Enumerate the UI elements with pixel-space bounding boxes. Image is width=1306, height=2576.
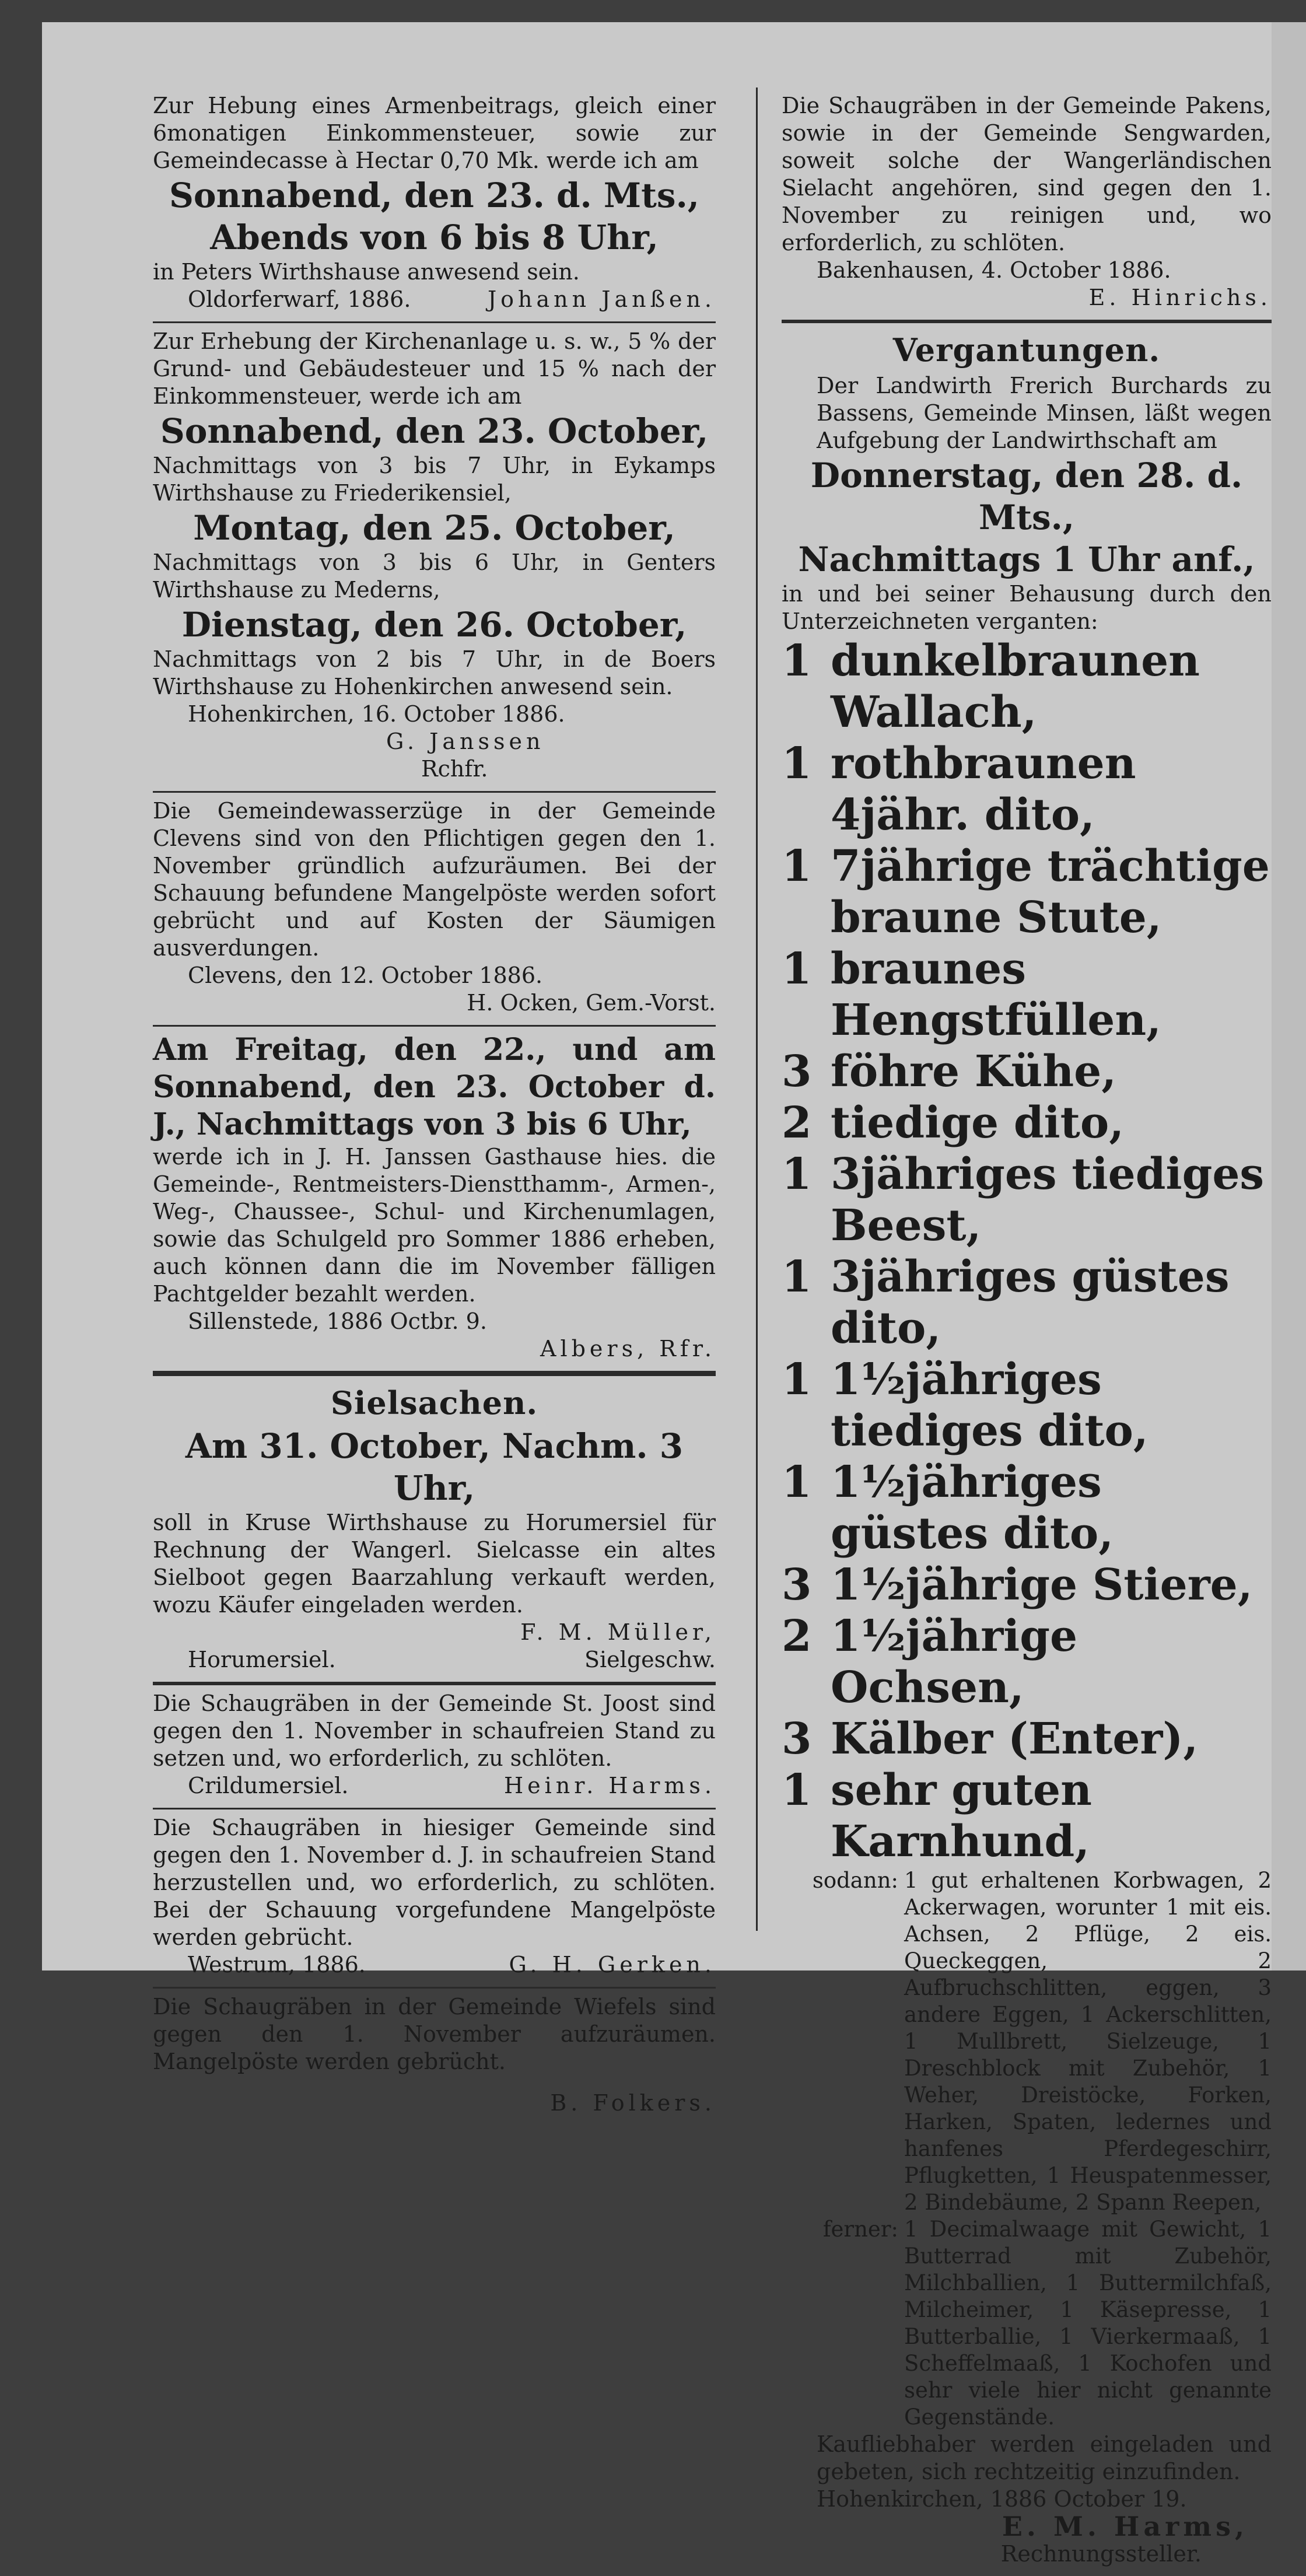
notice-location: in und bei seiner Behausung durch den Unterzeichneten verganten: xyxy=(782,581,1272,634)
notice-place: Oldorferwarf, 1886. xyxy=(188,286,411,312)
notice-kirchenanlage xyxy=(153,323,716,793)
notice-date-line: Donnerstag, den 28. d. Mts., xyxy=(810,456,1243,537)
auction-item-text: 3jähriges güstes dito, xyxy=(831,1252,1230,1353)
notice-time-line: Nachmittags 1 Uhr anf., xyxy=(798,540,1255,579)
notice-st-joost xyxy=(153,1685,716,1810)
notice-signature-title: Sielgeschw. xyxy=(584,1647,716,1672)
notice-signature-title: Rechnungssteller. xyxy=(1000,2541,1202,2567)
auction-item-quantity: 1 xyxy=(782,1457,812,1507)
notice-location: in Peters Wirthshause anwesend sein. xyxy=(153,259,580,285)
auction-item xyxy=(782,1611,1272,1713)
notice-place: Westrum, 1886. xyxy=(188,1952,366,1978)
auction-item-text: dunkelbraunen Wallach, xyxy=(831,636,1200,737)
notice-closing: Kaufliebhaber werden eingeladen und gebeten, sich rechtzeitig einzufinden. xyxy=(817,2431,1272,2484)
notice-place: Hohenkirchen, 1886 October 19. xyxy=(817,2486,1187,2512)
auction-item xyxy=(782,943,1272,1046)
auction-item-quantity: 3 xyxy=(782,1714,812,1764)
notice-vergantungen xyxy=(782,323,1272,2576)
notice-signature: E. Hinrichs. xyxy=(1088,285,1272,310)
auction-item-quantity: 1 xyxy=(782,1149,812,1199)
notice-text: Die Schaugräben in hiesiger Gemeinde sind gegen den 1. November d. J. in schaufreien Stand herzustellen und, wo erforderlich, zu schlöten. Bei der Schauung vorgefundene Mangelpöste werden gebrücht. xyxy=(153,1815,716,1950)
notice-signature: G. Janssen xyxy=(386,729,545,754)
notice-place: Clevens, den 12. October 1886. xyxy=(188,963,543,988)
notice-umlagen xyxy=(153,1027,716,1373)
notice-signature: E. M. Harms, xyxy=(1002,2511,1248,2542)
notice-day-text: Nachmittags von 3 bis 7 Uhr, in Eykamps Wirthshause zu Friederikensiel, xyxy=(153,453,716,506)
auction-item xyxy=(782,1097,1272,1149)
auction-item-quantity: 1 xyxy=(782,738,812,789)
auction-item-text: braunes Hengstfüllen, xyxy=(831,944,1161,1045)
notice-signature: Albers, Rfr. xyxy=(540,1336,716,1362)
notice-armenbeitrag xyxy=(153,88,716,323)
section-heading: Vergantungen. xyxy=(892,331,1161,369)
notice-place: Horumersiel. xyxy=(188,1647,336,1672)
notice-place: Sillenstede, 1886 Octbr. 9. xyxy=(188,1308,487,1334)
notice-signature: B. Folkers. xyxy=(550,2090,716,2116)
list-label: sodann: xyxy=(812,1868,898,1893)
left-column xyxy=(153,88,716,2125)
auction-item xyxy=(782,738,1272,841)
notice-signature: H. Ocken, Gem.-Vorst. xyxy=(467,990,716,1016)
notice-signature: Johann Janßen. xyxy=(487,286,716,312)
notice-text: Die Schaugräben in der Gemeinde Wiefels sind gegen den 1. November aufzuräumen. Mangelpöste werden gebrücht. xyxy=(153,1994,716,2074)
auction-item-quantity: 1 xyxy=(782,1252,812,1302)
notice-time-line: Abends von 6 bis 8 Uhr, xyxy=(210,218,659,257)
auction-item-text: tiedige dito, xyxy=(831,1098,1124,1148)
notice-day: Sonnabend, den 23. October, xyxy=(160,411,709,451)
notice-signature: F. M. Müller, xyxy=(520,1619,716,1645)
notice-intro: Zur Hebung eines Armenbeitrags, gleich einer 6monatigen Einkommensteuer, sowie zur Gemeindecasse à Hectar 0,70 Mk. werde ich am xyxy=(153,93,716,173)
notice-signature: Heinr. Harms. xyxy=(504,1773,716,1798)
auction-item-quantity: 1 xyxy=(782,1354,812,1405)
auction-item xyxy=(782,841,1272,943)
ferner-list xyxy=(782,2216,1272,2431)
auction-item xyxy=(782,1046,1272,1097)
auction-item-text: 1½jähriges tiediges dito, xyxy=(831,1354,1149,1456)
notice-intro: Zur Erhebung der Kirchenanlage u. s. w., 5 % der Grund- und Gebäudesteuer und 15 % nach der Einkommensteuer, werde ich am xyxy=(153,328,716,409)
notice-pakens xyxy=(782,88,1272,323)
auction-item-quantity: 1 xyxy=(782,944,812,994)
auction-item-text: Kälber (Enter), xyxy=(831,1714,1199,1764)
auction-item xyxy=(782,1354,1272,1457)
list-text: 1 Decimalwaage mit Gewicht, 1 Butterrad mit Zubehör, Milchballien, 1 Buttermilchfaß, Milcheimer, 1 Käsepresse, 1 Butterballie, 1 Vierkermaaß, 1 Scheffelmaaß, 1 Kochofen und sehr viele hier nicht genannte Gegenstände. xyxy=(904,2217,1272,2430)
notice-signature: G. H. Gerken. xyxy=(509,1952,716,1978)
notice-text: Die Schaugräben in der Gemeinde Pakens, sowie in der Gemeinde Sengwarden, soweit solche der Wangerländischen Sielacht angehören, sind gegen den 1. November zu reinigen und, wo erforderlich, zu schlöten. xyxy=(782,93,1272,256)
notice-text: werde ich in J. H. Janssen Gasthause hies. die Gemeinde-, Rentmeisters-Dienstthamm-, Armen-, Weg-, Chaussee-, Schul- und Kirchenumlagen, sowie das Schulgeld pro Sommer 1886 erheben, auch können dann die im November fälligen Pachtgelder bezahlt werden. xyxy=(153,1144,716,1307)
auction-item-text: 1½jährige Stiere, xyxy=(831,1560,1253,1610)
right-column xyxy=(782,88,1272,2576)
notice-westrum xyxy=(153,1810,716,1989)
auction-item-text: 1½jährige Ochsen, xyxy=(831,1611,1078,1713)
notice-gemeindewasserzuege xyxy=(153,793,716,1027)
auction-item-text: 1½jähriges güstes dito, xyxy=(831,1457,1114,1559)
notice-place: Crildumersiel. xyxy=(188,1773,349,1798)
auction-item xyxy=(782,1251,1272,1354)
notice-place: Bakenhausen, 4. October 1886. xyxy=(817,257,1171,283)
list-label: ferner: xyxy=(822,2217,898,2242)
auction-item xyxy=(782,1457,1272,1559)
auction-item-text: föhre Kühe, xyxy=(831,1046,1116,1097)
notice-heading: Am Freitag, den 22., und am Sonnabend, den 23. October d. J., Nachmittags von 3 bis 6 Uhr, xyxy=(153,1032,716,1142)
auction-item-quantity: 3 xyxy=(782,1046,812,1097)
list-text: 1 gut erhaltenen Korbwagen, 2 Ackerwagen, worunter 1 mit eis. Achsen, 2 Pflüge, 2 eis. Queckeggen, 2 Aufbruchschlitten, eggen, 3 andere Eggen, 1 Ackerschlitten, 1 Mullbrett, Sielzeuge, 1 Dreschblock mit Zubehör, 1 Weher, Dreistöcke, Forken, Harken, Spaten, ledernes und hanfenes Pferdegeschirr, Pflugketten, 1 Heuspatenmesser, 2 Bindebäume, 2 Spann Reepen, xyxy=(904,1868,1272,2215)
notice-day: Dienstag, den 26. October, xyxy=(181,605,687,645)
notice-signature-title: Rchfr. xyxy=(421,756,488,782)
notice-text: soll in Kruse Wirthshause zu Horumersiel für Rechnung der Wangerl. Sielcasse ein altes Sielboot gegen Baarzahlung verkauft werden, wozu Käufer eingeladen werden. xyxy=(153,1510,716,1618)
auction-item xyxy=(782,1713,1272,1765)
auction-item-quantity: 3 xyxy=(782,1560,812,1610)
auction-item-quantity: 1 xyxy=(782,1765,812,1815)
auction-item-text: 7jährige trächtige braune Stute, xyxy=(831,841,1270,943)
auction-item xyxy=(782,1765,1272,1867)
auction-item xyxy=(782,635,1272,738)
auction-item-quantity: 2 xyxy=(782,1611,812,1661)
notice-text: Die Schaugräben in der Gemeinde St. Joost sind gegen den 1. November in schaufreien Stand zu setzen und, wo erforderlich, zu schlöten. xyxy=(153,1690,716,1771)
column-divider xyxy=(756,88,758,1931)
notice-heading: Am 31. October, Nachm. 3 Uhr, xyxy=(185,1426,684,1508)
notice-day: Montag, den 25. October, xyxy=(193,508,675,548)
notice-sielsachen xyxy=(153,1373,716,1685)
adjacent-page-edge xyxy=(1272,22,1306,1971)
notice-place: Hohenkirchen, 16. October 1886. xyxy=(188,701,565,727)
notice-day-text: Nachmittags von 2 bis 7 Uhr, in de Boers Wirthshause zu Hohenkirchen anwesend sein. xyxy=(153,646,716,699)
auction-item xyxy=(782,1559,1272,1611)
auction-item-quantity: 1 xyxy=(782,636,812,686)
auction-item-text: 3jähriges tiediges Beest, xyxy=(831,1149,1265,1251)
notice-intro: Der Landwirth Frerich Burchards zu Bassens, Gemeinde Minsen, läßt wegen Aufgebung der Landwirthschaft am xyxy=(817,373,1272,453)
auction-item xyxy=(782,1149,1272,1251)
auction-item-text: sehr guten Karnhund, xyxy=(831,1765,1092,1867)
notice-text: Die Gemeindewasserzüge in der Gemeinde Clevens sind von den Pflichtigen gegen den 1. November gründlich aufzuräumen. Bei der Schauung befundene Mangelpöste werden sofort gebrücht und auf Kosten der Säumigen ausverdungen. xyxy=(153,798,716,961)
auction-item-text: rothbraunen 4jähr. dito, xyxy=(831,738,1136,840)
notice-day-text: Nachmittags von 3 bis 6 Uhr, in Genters Wirthshause zu Mederns, xyxy=(153,550,716,603)
sodann-list xyxy=(782,1867,1272,2216)
notice-date-line: Sonnabend, den 23. d. Mts., xyxy=(169,176,699,215)
notice-wiefels xyxy=(153,1989,716,2125)
auction-item-list xyxy=(782,635,1272,1867)
auction-item-quantity: 2 xyxy=(782,1098,812,1148)
auction-item-quantity: 1 xyxy=(782,841,812,891)
section-heading: Sielsachen. xyxy=(330,1384,538,1422)
